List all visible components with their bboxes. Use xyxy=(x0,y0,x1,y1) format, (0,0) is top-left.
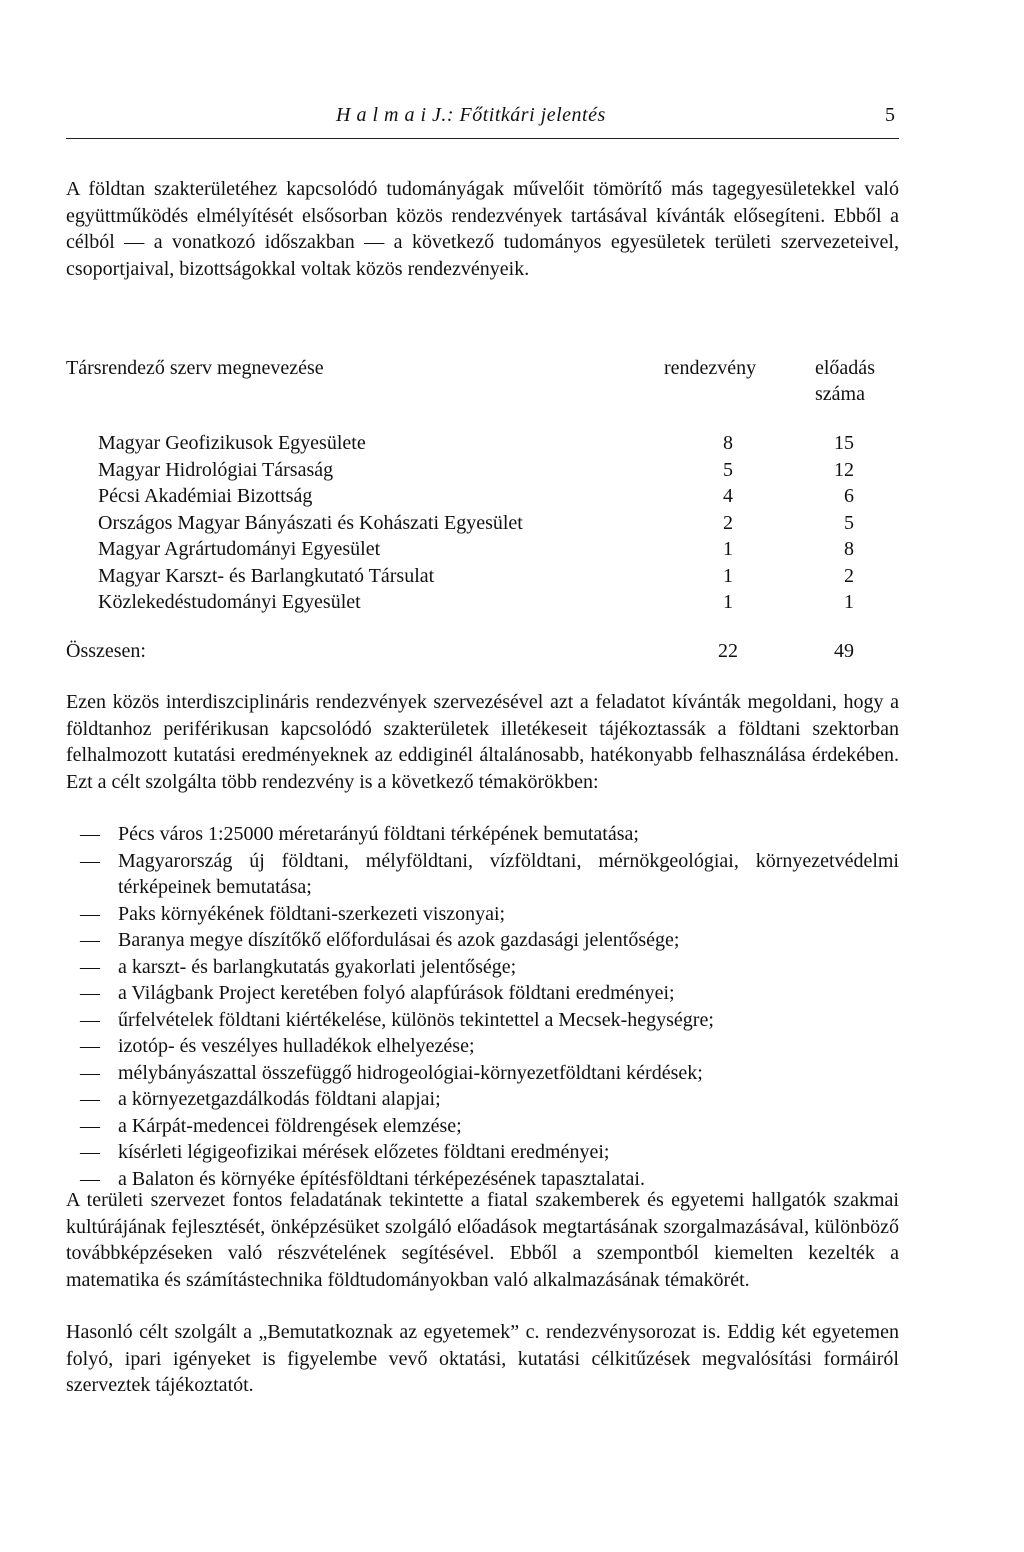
topic-text: a környezetgazdálkodás földtani alapjai; xyxy=(118,1088,441,1110)
list-item xyxy=(66,1086,899,1113)
topic-text: a Kárpát-medencei földrengések elemzése; xyxy=(118,1114,462,1137)
dash-marker: — xyxy=(80,1114,100,1137)
list-item xyxy=(66,954,899,981)
dash-marker: — xyxy=(80,955,100,978)
topic-text: a Világbank Project keretében folyó alapfúrások földtani eredményei; xyxy=(118,982,675,1004)
dash-marker: — xyxy=(80,1061,100,1084)
events-count: 1 xyxy=(723,564,733,587)
list-item xyxy=(66,1139,899,1166)
organization-name: Magyar Hidrológiai Társaság xyxy=(98,458,334,481)
page-number: 5 xyxy=(885,104,895,126)
after-table-paragraph: Ezen közös interdiszciplináris rendezvények szervezésével azt a feladatot kívánták megoldani, hogy a földtanhoz periférikusan kapcsolódó szakterületek illetékeseit tájékoztassák a földtani szektorban felhalmozott kutatási eredményeknek az eddiginél általánosabb, hatékonyabb felhasználása érdekében. Ezt a célt szolgálta több rendezvény is a következő témakörökben: xyxy=(66,691,899,793)
events-count: 5 xyxy=(723,458,733,481)
total-events: 22 xyxy=(718,640,738,662)
list-item xyxy=(66,848,899,901)
topic-text: a karszt- és barlangkutatás gyakorlati jelentősége; xyxy=(118,955,517,978)
column-header-events: rendezvény xyxy=(664,357,757,379)
topic-text: Baranya megye díszítőkő előfordulásai és azok gazdasági jelentősége; xyxy=(118,929,680,951)
dash-marker: — xyxy=(80,1035,100,1057)
events-count: 2 xyxy=(723,511,733,534)
dash-marker: — xyxy=(80,929,100,951)
partner-table xyxy=(66,430,899,616)
column-header-count: száma xyxy=(815,383,865,405)
topic-text: Magyarország új földtani, mélyföldtani, vízföldtani, mérnökgeológiai, környezetvédelmi térképeinek bemutatása; xyxy=(118,849,899,898)
dash-marker: — xyxy=(80,823,100,845)
topic-text: mélybányászattal összefüggő hidrogeológiai-környezetföldtani kérdések; xyxy=(118,1061,703,1084)
topic-text: a Balaton és környéke építésföldtani térképezésének tapasztalatai. xyxy=(118,1167,645,1190)
topic-text: Paks környékének földtani-szerkezeti viszonyai; xyxy=(118,902,506,925)
list-item xyxy=(66,927,899,954)
table-row xyxy=(66,430,899,457)
list-item xyxy=(66,1113,899,1140)
dash-marker: — xyxy=(80,1008,100,1031)
dash-marker: — xyxy=(80,1141,100,1163)
closing-paragraph: Hasonló célt szolgált a „Bemutatkoznak az egyetemek” c. rendezvénysorozat is. Eddig két egyetemen folyó, ipari igényeket is figyelembe vevő oktatási, kutatási célkitűzések megvalósítási formáiról szerveztek tájékoztatót. xyxy=(66,1321,899,1396)
lectures-count: 6 xyxy=(844,485,854,507)
list-item xyxy=(66,1060,899,1087)
lectures-count: 1 xyxy=(844,591,854,613)
lectures-count: 8 xyxy=(844,538,854,560)
organization-name: Magyar Agrártudományi Egyesület xyxy=(98,538,381,560)
table-total-row xyxy=(66,638,899,665)
lectures-count: 12 xyxy=(834,458,854,481)
organization-name: Pécsi Akadémiai Bizottság xyxy=(98,485,313,507)
table-header xyxy=(66,357,899,413)
topic-text: kísérleti légigeofizikai mérések előzetes földtani eredményei; xyxy=(118,1141,610,1163)
total-lectures: 49 xyxy=(834,640,854,662)
table-row xyxy=(66,589,899,616)
list-item xyxy=(66,901,899,928)
running-title: H a l m a i J.: Főtitkári jelentés xyxy=(336,104,606,126)
list-item xyxy=(66,1033,899,1060)
topic-text: Pécs város 1:25000 méretarányú földtani térképének bemutatása; xyxy=(118,823,639,845)
topic-text: izotóp- és veszélyes hulladékok elhelyezése; xyxy=(118,1035,475,1057)
list-item xyxy=(66,1007,899,1034)
list-item xyxy=(66,821,899,848)
list-item xyxy=(66,980,899,1007)
events-count: 8 xyxy=(723,432,733,454)
lectures-count: 2 xyxy=(844,564,854,587)
dash-marker: — xyxy=(80,1088,100,1110)
table-row xyxy=(66,536,899,563)
lectures-count: 5 xyxy=(844,511,854,534)
regional-paragraph: A területi szervezet fontos feladatának tekintette a fiatal szakemberek és egyetemi hallgatók szakmai kultúrájának fejlesztését, önképzésüket szolgáló előadások megtartásának szorgalmazásával, különböző továbbképzéseken való részvételének segítésével. Ebből a szempontból kiemelten kezelték a matematika és számítástechnika földtudományokban való alkalmazásának témakörét. xyxy=(66,1189,899,1291)
page-header xyxy=(66,104,899,139)
dash-marker: — xyxy=(80,902,100,925)
lectures-count: 15 xyxy=(834,432,854,454)
dash-marker: — xyxy=(80,1167,100,1190)
intro-paragraph: A földtan szakterületéhez kapcsolódó tudományágak művelőit tömörítő más tagegyesületekkel való együttműködés elmélyítését elsősorban közös rendezvények tartásával kívánták elősegíteni. Ebből a célból — a vonatkozó időszakban — a következő tudományos egyesületek területi szervezeteivel, csoportjaival, bizottságokkal voltak közös rendezvényeik. xyxy=(66,178,899,280)
total-label: Összesen: xyxy=(66,640,146,662)
organization-name: Közlekedéstudományi Egyesület xyxy=(98,591,361,613)
table-row xyxy=(66,510,899,537)
topic-text: űrfelvételek földtani kiértékelése, különös tekintettel a Mecsek-hegységre; xyxy=(118,1008,714,1031)
table-row xyxy=(66,563,899,590)
organization-name: Magyar Karszt- és Barlangkutató Társulat xyxy=(98,564,435,587)
dash-marker: — xyxy=(80,982,100,1004)
events-count: 1 xyxy=(723,538,733,560)
organization-name: Országos Magyar Bányászati és Kohászati Egyesület xyxy=(98,511,523,534)
dash-marker: — xyxy=(80,849,100,872)
topic-list xyxy=(66,821,899,1192)
column-header-name: Társrendező szerv megnevezése xyxy=(66,357,324,379)
column-header-lectures: előadás xyxy=(815,357,875,379)
events-count: 4 xyxy=(723,485,733,507)
table-row xyxy=(66,483,899,510)
table-row xyxy=(66,457,899,484)
organization-name: Magyar Geofizikusok Egyesülete xyxy=(98,432,366,454)
events-count: 1 xyxy=(723,591,733,613)
